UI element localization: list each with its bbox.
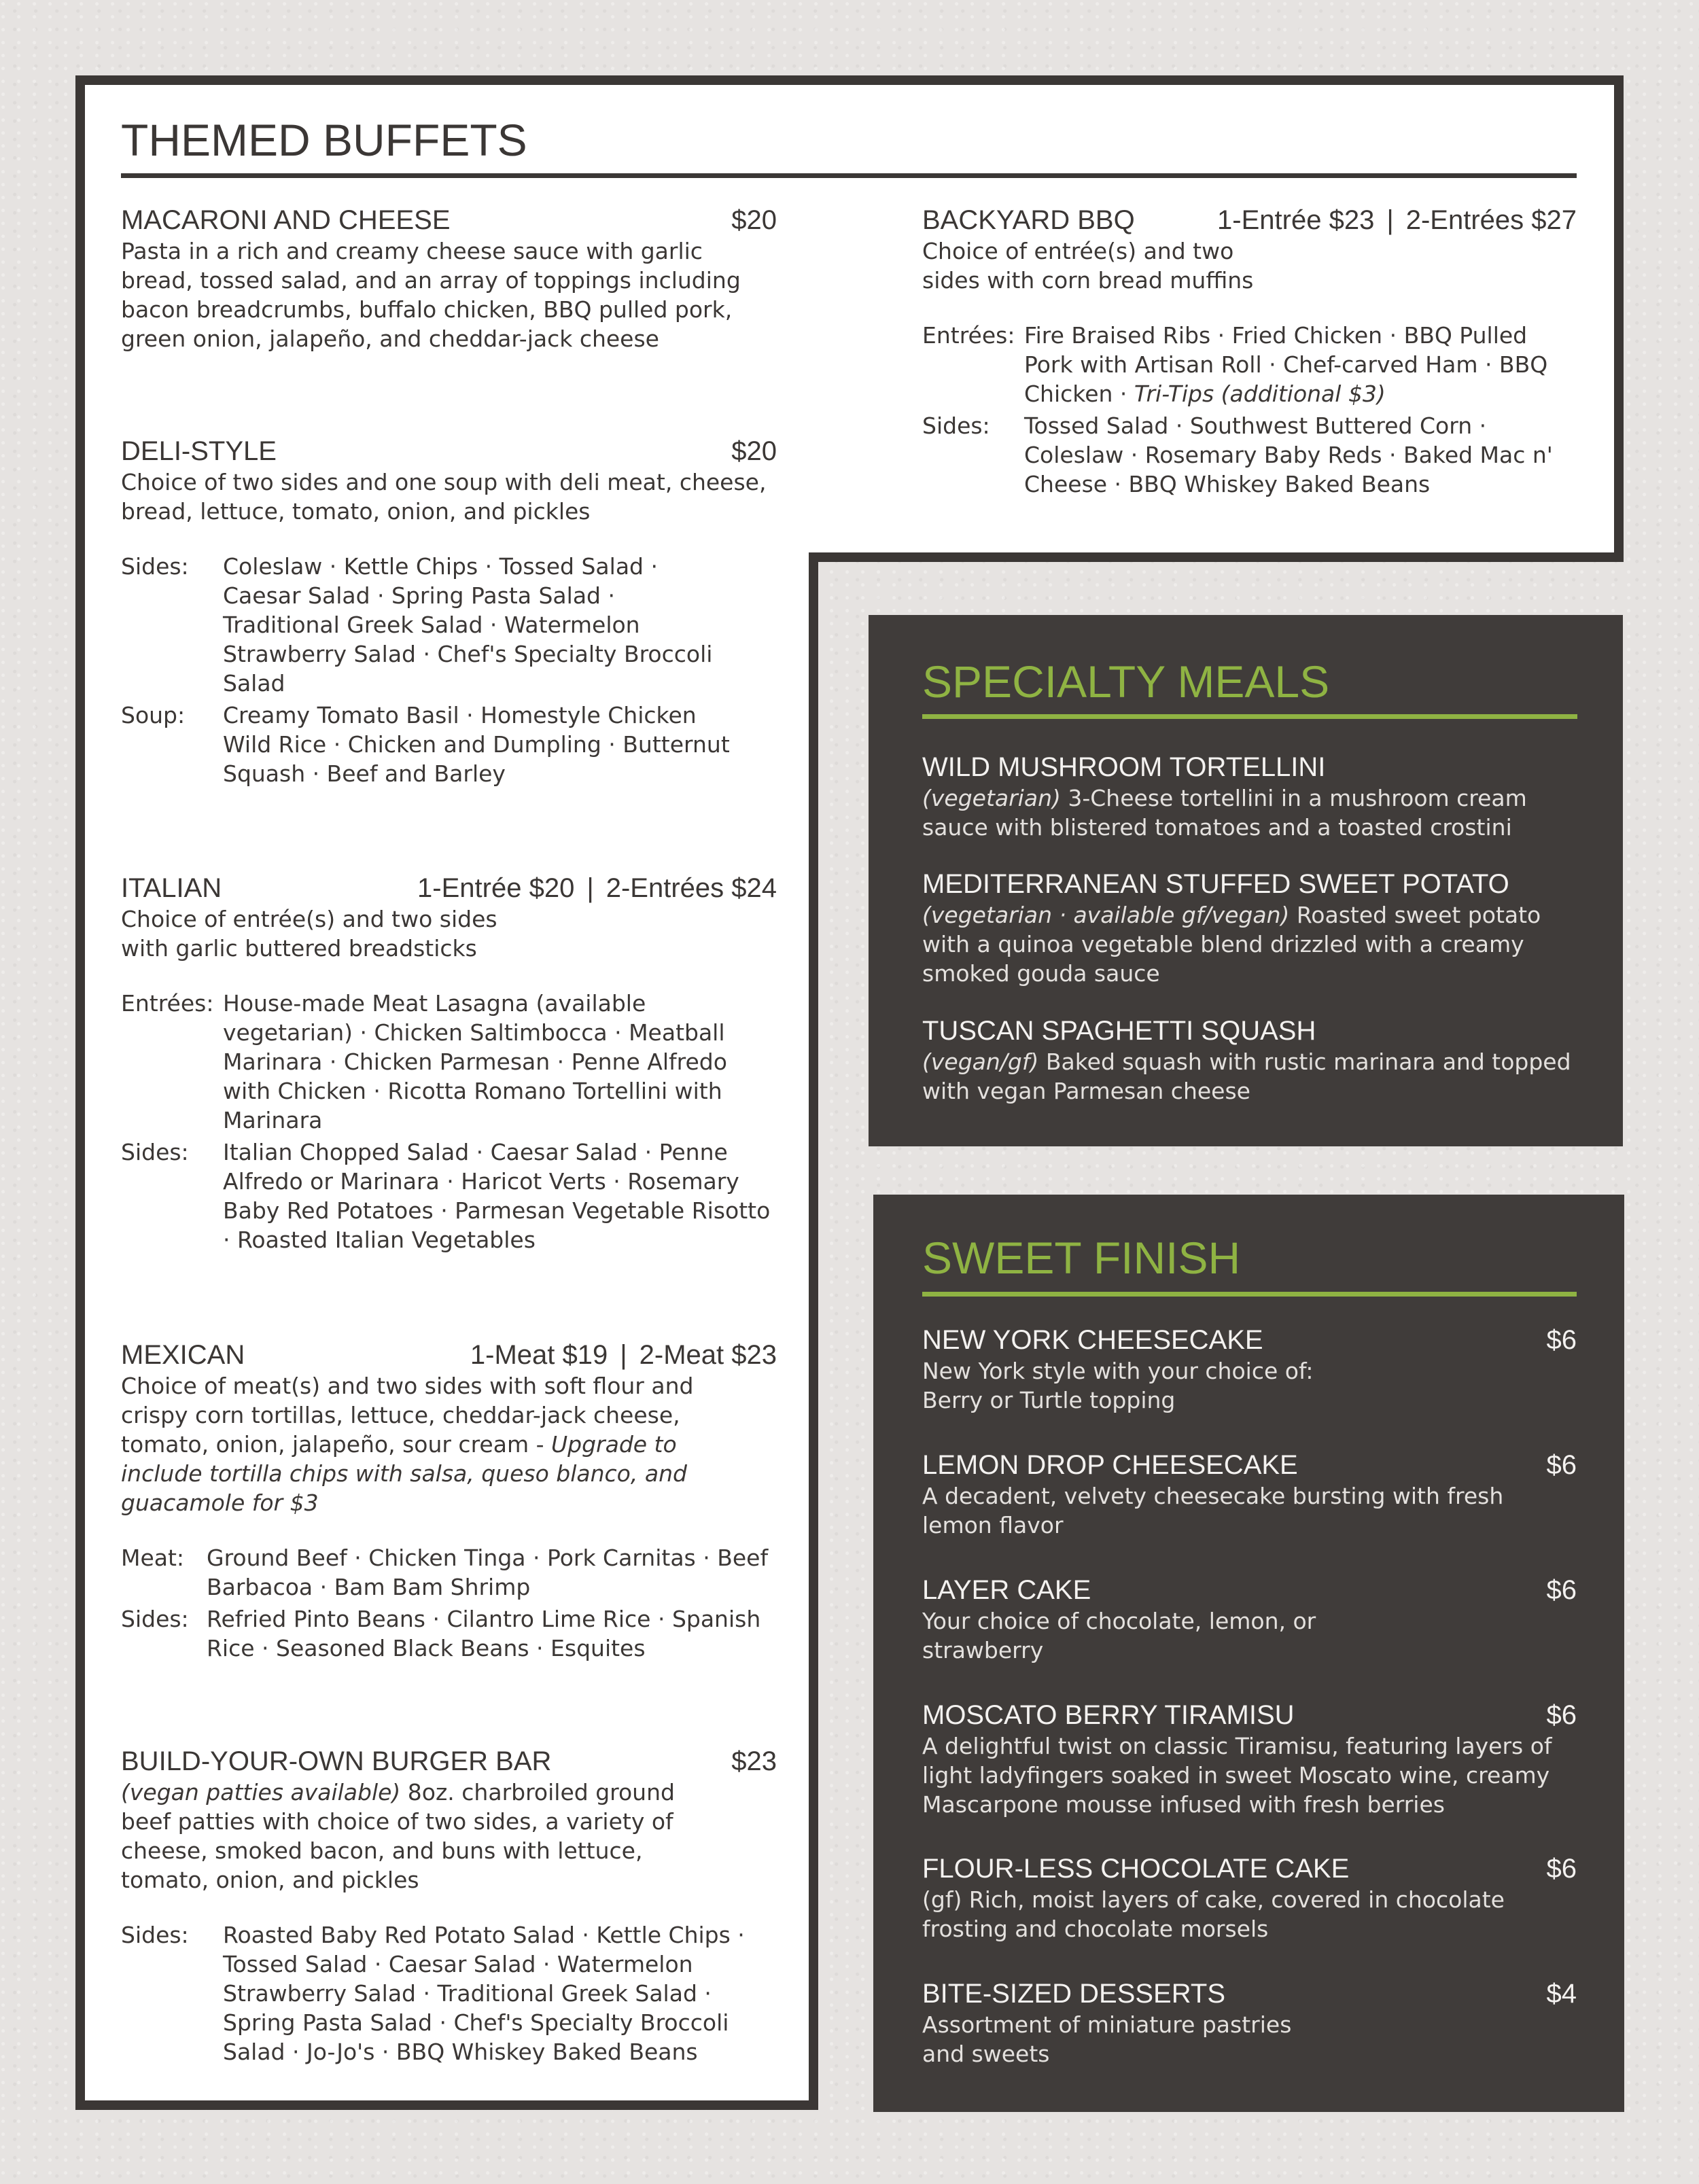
dessert-item (922, 1449, 1577, 1540)
item-options (121, 552, 777, 788)
price-one-meat: 1-Meat $19 (470, 1340, 608, 1370)
item-name: BITE-SIZED DESSERTS (922, 1979, 1226, 2009)
item-price: $20 (731, 436, 777, 466)
themed-buffets-title: THEMED BUFFETS (121, 115, 527, 165)
item-name: NEW YORK CHEESECAKE (922, 1325, 1263, 1355)
item-name: LEMON DROP CHEESECAKE (922, 1450, 1298, 1480)
sweet-finish-rule (922, 1292, 1577, 1297)
meat-label: Meat: (121, 1545, 185, 1571)
dessert-item (922, 1324, 1577, 1415)
item-macaroni-and-cheese (121, 204, 777, 353)
dessert-item (922, 1852, 1577, 1943)
price-separator: | (586, 873, 594, 903)
item-options (922, 321, 1577, 499)
sweet-finish-title: SWEET FINISH (922, 1233, 1241, 1283)
vegan-note: (vegan patties available) (121, 1779, 401, 1806)
item-description: A decadent, velvety cheesecake bursting with fresh lemon flavor (922, 1483, 1504, 1538)
item-description: (vegan patties available) 8oz. charbroiled ground beef patties with choice of two sides, a variety of cheese, smoked bacon, and buns with lettuce, tomato, onion, and pickles (121, 1779, 675, 1893)
item-name: DELI-STYLE (121, 436, 277, 466)
item-price: $6 (1546, 1854, 1577, 1884)
item-price: $6 (1546, 1325, 1577, 1355)
diet-note: (vegetarian · available gf/vegan) (922, 902, 1290, 928)
item-price: $6 (1546, 1575, 1577, 1605)
item-name: MOSCATO BERRY TIRAMISU (922, 1700, 1295, 1730)
sides-label: Sides: (121, 1139, 189, 1165)
sides-label: Sides: (121, 1922, 189, 1948)
sides-list: Tossed Salad · Southwest Buttered Corn · Coleslaw · Rosemary Baby Reds · Baked Mac n' Cheese · BBQ Whiskey Baked Beans (1024, 412, 1553, 497)
diet-note: (vegan/gf) (922, 1049, 1039, 1075)
item-price: $23 (731, 1746, 777, 1776)
sides-label: Sides: (121, 553, 189, 580)
item-description: Your choice of chocolate, lemon, or strawberry (922, 1608, 1316, 1663)
item-description: (vegetarian) 3-Cheese tortellini in a mushroom cream sauce with blistered tomatoes and a toasted crostini (922, 785, 1527, 841)
tri-tips-note: Tri-Tips (additional $3) (1134, 381, 1386, 407)
meat-list: Ground Beef · Chicken Tinga · Pork Carnitas · Beef Barbacoa · Bam Bam Shrimp (207, 1545, 769, 1600)
item-name: MEDITERRANEAN STUFFED SWEET POTATO (922, 869, 1509, 899)
item-name: LAYER CAKE (922, 1575, 1091, 1605)
item-name: MACARONI AND CHEESE (121, 205, 451, 235)
diet-note: (vegetarian) (922, 785, 1061, 811)
item-price: $4 (1546, 1979, 1577, 2009)
specialty-meals-rule (922, 714, 1577, 719)
themed-buffets-rule (121, 173, 1577, 178)
specialty-item (922, 1015, 1577, 1106)
price-two-entrees: 2-Entrées $27 (1405, 205, 1577, 235)
item-description: Choice of two sides and one soup with deli meat, cheese, bread, lettuce, tomato, onion, and pickles (121, 469, 767, 525)
item-options (121, 1920, 777, 2066)
sides-list: Refried Pinto Beans · Cilantro Lime Rice · Spanish Rice · Seasoned Black Beans · Esquites (207, 1606, 761, 1661)
item-italian (121, 872, 777, 1257)
sweet-finish-panel (873, 1195, 1624, 2112)
sides-list: Italian Chopped Salad · Caesar Salad · Penne Alfredo or Marinara · Haricot Verts · Rosemary Baby Red Potatoes · Parmesan Vegetable Risotto · Roasted Italian Vegetables (223, 1139, 771, 1253)
soup-label: Soup: (121, 702, 186, 728)
item-burger-bar (121, 1745, 777, 2069)
item-mexican (121, 1339, 777, 1666)
dessert-item (922, 1699, 1577, 1819)
item-backyard-bbq (922, 204, 1577, 501)
item-description: New York style with your choice of: Berry or Turtle topping (922, 1358, 1314, 1413)
dessert-item (922, 1574, 1577, 1665)
item-name: MEXICAN (121, 1340, 245, 1370)
sides-label: Sides: (121, 1606, 189, 1632)
item-name: BACKYARD BBQ (922, 205, 1135, 235)
item-name: FLOUR-LESS CHOCOLATE CAKE (922, 1854, 1350, 1884)
entrees-label: Entrées: (121, 990, 214, 1017)
item-description: Pasta in a rich and creamy cheese sauce with garlic bread, tossed salad, and an array of toppings including bacon breadcrumbs, buffalo chicken, BBQ pulled pork, green onion, jalapeño, and cheddar-jack cheese (121, 238, 741, 352)
item-options (121, 1543, 777, 1663)
price-separator: | (1386, 205, 1394, 235)
entrees-list: Fire Braised Ribs · Fried Chicken · BBQ Pulled Pork with Artisan Roll · Chef-carved Ham · BBQ Chicken · Tri-Tips (additional $3) (1024, 322, 1548, 407)
item-description: Choice of entrée(s) and two sides with garlic buttered breadsticks (121, 906, 497, 962)
price-separator: | (620, 1340, 627, 1370)
item-price: $6 (1546, 1700, 1577, 1730)
upgrade-note: Upgrade to include tortilla chips with salsa, queso blanco, and guacamole for $3 (121, 1431, 687, 1516)
item-description: (vegan/gf) Baked squash with rustic marinara and topped with vegan Parmesan cheese (922, 1049, 1571, 1104)
item-name: BUILD-YOUR-OWN BURGER BAR (121, 1746, 552, 1776)
entrees-list: House-made Meat Lasagna (available vegetarian) · Chicken Saltimbocca · Meatball Marinara · Chicken Parmesan · Penne Alfredo with Chicken · Ricotta Romano Tortellini with Marinara (223, 990, 727, 1133)
item-name: WILD MUSHROOM TORTELLINI (922, 752, 1326, 782)
item-price: $20 (731, 205, 777, 235)
entrees-label: Entrées: (922, 322, 1015, 349)
item-description: (gf) Rich, moist layers of cake, covered in chocolate frosting and chocolate morsels (922, 1886, 1505, 1942)
specialty-meals-panel (869, 615, 1623, 1146)
sides-label: Sides: (922, 412, 990, 439)
item-options (121, 989, 777, 1254)
price-one-entree: 1-Entrée $23 (1217, 205, 1375, 235)
specialty-item (922, 868, 1577, 988)
soup-list: Creamy Tomato Basil · Homestyle Chicken Wild Rice · Chicken and Dumpling · Butternut Squash · Beef and Barley (223, 702, 730, 787)
dessert-item (922, 1977, 1577, 2068)
item-name: TUSCAN SPAGHETTI SQUASH (922, 1016, 1316, 1046)
price-two-meat: 2-Meat $23 (639, 1340, 777, 1370)
item-name: ITALIAN (121, 873, 222, 903)
item-price: $6 (1546, 1450, 1577, 1480)
item-description: (vegetarian · available gf/vegan) Roasted sweet potato with a quinoa vegetable blend drizzled with a creamy smoked gouda sauce (922, 902, 1541, 987)
item-description: A delightful twist on classic Tiramisu, featuring layers of light ladyfingers soaked in sweet Moscato wine, creamy Mascarpone mousse infused with fresh berries (922, 1733, 1552, 1818)
specialty-item (922, 751, 1577, 842)
price-one-entree: 1-Entrée $20 (417, 873, 575, 903)
item-description: Choice of entrée(s) and two sides with corn bread muffins (922, 238, 1254, 294)
specialty-meals-title: SPECIALTY MEALS (922, 656, 1330, 707)
item-description: Choice of meat(s) and two sides with soft flour and crispy corn tortillas, lettuce, cheddar-jack cheese, tomato, onion, jalapeño, sour cream - Upgrade to include tortilla chips with salsa, queso blanco, and guacamole for $3 (121, 1373, 694, 1516)
sides-list: Coleslaw · Kettle Chips · Tossed Salad · Caesar Salad · Spring Pasta Salad · Traditional Greek Salad · Watermelon Strawberry Salad · Chef's Specialty Broccoli Salad (223, 553, 713, 697)
item-deli-style (121, 435, 777, 791)
sides-list: Roasted Baby Red Potato Salad · Kettle Chips · Tossed Salad · Caesar Salad · Watermelon Strawberry Salad · Traditional Greek Salad · Spring Pasta Salad · Chef's Specialty Broccoli Salad · Jo-Jo's · BBQ Whiskey Baked Beans (223, 1922, 745, 2065)
item-description: Assortment of miniature pastries and sweets (922, 2011, 1292, 2067)
price-two-entrees: 2-Entrées $24 (606, 873, 777, 903)
